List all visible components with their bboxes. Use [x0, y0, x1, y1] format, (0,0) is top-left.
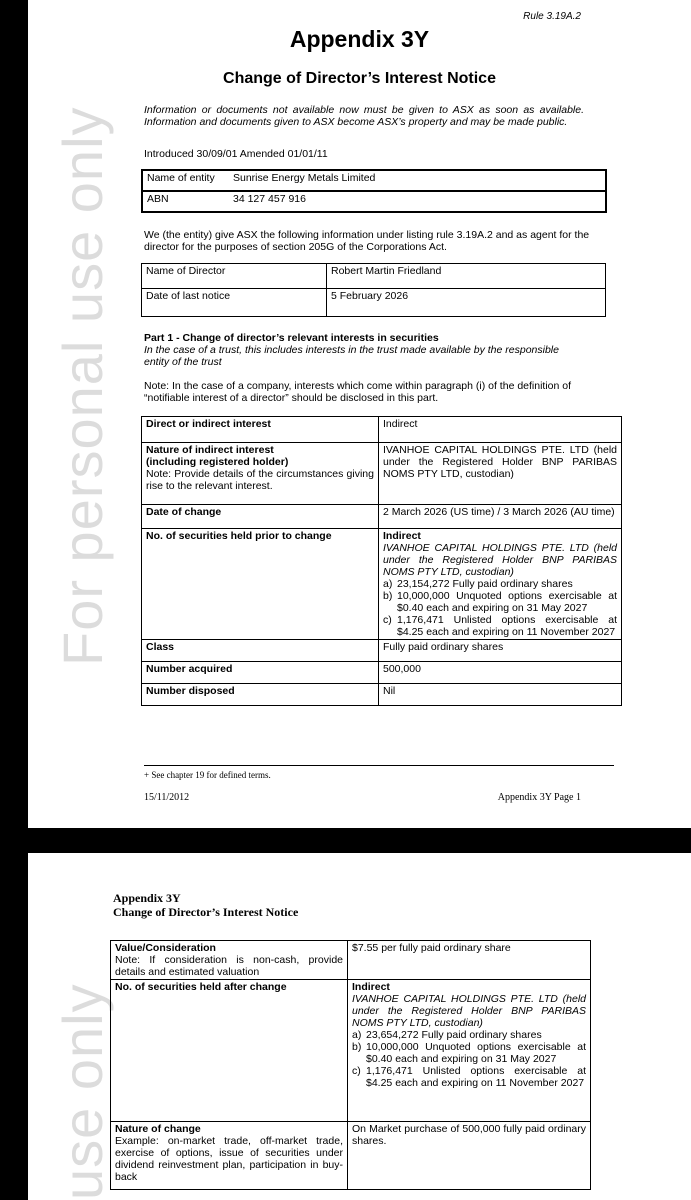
entity-name-label: Name of entity	[142, 170, 229, 191]
part1-subtitle: In the case of a trust, this includes interests in the trust made available by the responsible entity of the trust	[144, 344, 559, 368]
page-title: Appendix 3Y	[289, 26, 430, 52]
abn-label: ABN	[142, 191, 229, 212]
part1-note: Note: In the case of a company, interests which come within paragraph (i) of the definition of “notifiable interest of a director” should be disclosed in this part.	[144, 380, 572, 404]
nature-cell	[142, 443, 379, 505]
last-notice-value: 5 February 2026	[327, 289, 606, 317]
page2-head-1: Appendix 3Y	[113, 891, 181, 905]
list-item: c) 1,176,471 Unlisted options exercisable at $4.25 each and expiring on 11 November 2027	[352, 1065, 586, 1089]
interest-table	[141, 416, 622, 706]
nature-label: Nature of indirect interest	[146, 444, 274, 456]
footer-date: 15/11/2012	[144, 792, 190, 803]
nature-change-note: Example: on-market trade, off-market trade, exercise of options, issue of securities under dividend reinvestment plan, participation in buy-back	[115, 1135, 343, 1183]
last-notice-label: Date of last notice	[142, 289, 327, 317]
document-page-2	[28, 853, 691, 1200]
class-value: Fully paid ordinary shares	[379, 640, 622, 662]
value-label: Value/Consideration	[115, 942, 216, 954]
document-page-1	[28, 0, 691, 828]
rule-reference: Rule 3.19A.2	[523, 11, 581, 22]
prior-head: Indirect	[383, 530, 421, 542]
list-item: b) 10,000,000 Unquoted options exercisable at $0.40 each and expiring on 31 May 2027	[383, 590, 617, 614]
after-list	[352, 1029, 586, 1089]
value-value: $7.55 per fully paid ordinary share	[348, 941, 591, 980]
after-label: No. of securities held after change	[111, 980, 348, 1122]
director-name-value: Robert Martin Friedland	[327, 264, 606, 289]
after-head: Indirect	[352, 981, 390, 993]
footer-note: + See chapter 19 for defined terms.	[144, 770, 271, 780]
class-label: Class	[142, 640, 379, 662]
list-item: c) 1,176,471 Unlisted options exercisable at $4.25 each and expiring on 11 November 2027	[383, 614, 617, 638]
page-subtitle: Change of Director’s Interest Notice	[223, 70, 496, 87]
watermark: use only	[51, 983, 114, 1200]
change-table	[110, 940, 591, 1190]
value-note: Note: If consideration is non-cash, provide details and estimated valuation	[115, 954, 343, 978]
direct-label: Direct or indirect interest	[142, 417, 379, 443]
value-cell	[111, 941, 348, 980]
nature-note: Note: Provide details of the circumstances giving rise to the relevant interest.	[146, 468, 374, 492]
nature-change-label: Nature of change	[115, 1123, 201, 1135]
direct-value: Indirect	[379, 417, 622, 443]
statement-text: We (the entity) give ASX the following information under listing rule 3.19A.2 and as agent for the director for the purposes of section 205G of the Corporations Act.	[144, 229, 590, 253]
list-item: a) 23,654,272 Fully paid ordinary shares	[352, 1029, 542, 1041]
date-change-label: Date of change	[142, 505, 379, 529]
entity-name-value: Sunrise Energy Metals Limited	[229, 170, 606, 191]
prior-label: No. of securities held prior to change	[142, 529, 379, 640]
after-cell	[348, 980, 591, 1122]
acquired-label: Number acquired	[142, 662, 379, 684]
acquired-value: 500,000	[379, 662, 622, 684]
date-change-value: 2 March 2026 (US time) / 3 March 2026 (AU time)	[379, 505, 622, 529]
part1-title: Part 1 - Change of director’s relevant interests in securities	[144, 332, 439, 344]
footer-page: Appendix 3Y Page 1	[497, 792, 581, 803]
disposed-value: Nil	[379, 684, 622, 706]
footer-divider	[144, 765, 614, 766]
prior-holder: IVANHOE CAPITAL HOLDINGS PTE. LTD (held under the Registered Holder BNP PARIBAS NOMS PTY LTD, custodian)	[383, 542, 617, 578]
abn-value: 34 127 457 916	[229, 191, 606, 212]
nature-label-2: (including registered holder)	[146, 456, 289, 468]
list-item: a) 23,154,272 Fully paid ordinary shares	[383, 578, 573, 590]
after-holder: IVANHOE CAPITAL HOLDINGS PTE. LTD (held under the Registered Holder BNP PARIBAS NOMS PTY LTD, custodian)	[352, 993, 586, 1029]
nature-change-cell	[111, 1122, 348, 1190]
prior-cell	[379, 529, 622, 640]
introduced-text: Introduced 30/09/01 Amended 01/01/11	[144, 148, 328, 160]
nature-change-value: On Market purchase of 500,000 fully paid ordinary shares.	[348, 1122, 591, 1190]
nature-value: IVANHOE CAPITAL HOLDINGS PTE. LTD (held under the Registered Holder BNP PARIBAS NOMS PTY LTD, custodian)	[379, 443, 622, 505]
prior-list	[383, 578, 617, 638]
director-name-label: Name of Director	[142, 264, 327, 289]
disposed-label: Number disposed	[142, 684, 379, 706]
entity-table	[141, 169, 607, 213]
watermark: For personal use only	[51, 106, 114, 666]
director-table	[141, 263, 606, 317]
intro-text: Information or documents not available now must be given to ASX as soon as available. Information and documents given to ASX become ASX’s property and may be made public.	[144, 104, 584, 128]
page2-head-2: Change of Director’s Interest Notice	[113, 905, 299, 919]
list-item: b) 10,000,000 Unquoted options exercisable at $0.40 each and expiring on 31 May 2027	[352, 1041, 586, 1065]
